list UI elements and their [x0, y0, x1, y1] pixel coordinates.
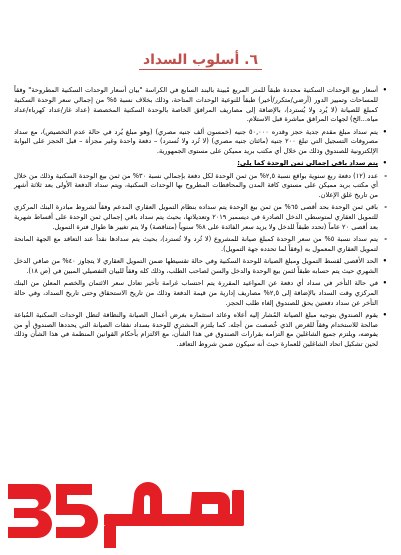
- paragraph: [14, 86, 387, 125]
- watermark-logo: [4, 470, 254, 555]
- paragraph-text: باقي ثمن الوحدة بحد أقصى ٦٥% من ثمن بيع الوحدة يتم سداده بنظام التمويل العقاري المدعم وفقاً لشروط مبادرة البنك المركزي للتمويل العقاري لمتوسطي الدخل الصادرة في ديسمبر ٢٠١٩ وتعديلاتها، بحيث يتم سداد باقي إجمالي ثمن الوحدة على أقساط شهرية بعد أقصى ٢٠ عاماً (تحدد طبقاً للدخل ولا يزيد سعر الفائدة على ٨% سنوياً (متناقصة) ولا يتم تغيير ها طوال فترة التمويل.: [14, 203, 379, 231]
- bullet-marker: •: [382, 310, 387, 319]
- document-body: [14, 86, 387, 352]
- paragraph: [14, 128, 387, 157]
- section-heading-text: ٦. أسلوب السداد: [139, 52, 262, 70]
- paragraph: [14, 159, 387, 169]
- paragraph-text: في حالة التأخر في سداد أي دفعة عن المواعيد المقررة يتم احتساب غرامة تأخير تعادل سعر الائتمان والخصم المعلن من البنك المركزي وقت السداد بالإضافة إلى ٢,٥% مصاريف إدارية من قيمة الدفعة وذلك من تاريخ الاستحقاق وحتى تاريخ السداد، وفي حالة التأخر عن سداد دفعتين يحق للصندوق إلغاء طلب الحجز.: [14, 279, 378, 307]
- section-heading: [0, 52, 401, 70]
- paragraph-subtitle: يتم سداد باقي إجمالي ثمن الوحدة كما يلي:: [237, 159, 378, 168]
- paragraph-text: الحد الأقصى لقسط التمويل ومبلغ الصيانة للوحدة السكنية وفي حالة تقسيطها ضمن التمويل العقاري لا يتجاوز ٤٠% من صافي الدخل الشهري حيث يتم حسابه طبقاً لثمن بيع الوحدة والدخل والسن لصاحب الطلب، وذلك كله وفقاً للبيان التفصيلي المبين في (ص ١٨).: [14, 257, 378, 275]
- paragraph: [14, 203, 387, 232]
- paragraph-text: يتم سداد نسبة ٥% من سعر الوحدة كمبلغ صيانة للمشروع (لا تُرد ولا تُسترد)، بحيث يتم سدادها نقداً عند التعاقد مع الجهة المانحة لتمويل العقاري المعمول به (وفقاً لما تحدده جهة التمويل).: [14, 235, 378, 253]
- bullet-marker: •: [382, 159, 387, 168]
- bullet-marker: -: [384, 203, 387, 212]
- bullet-marker: -: [384, 235, 387, 243]
- paragraph: [14, 257, 387, 277]
- paragraph: [14, 172, 387, 201]
- paragraph-text: أسعار بيع الوحدات السكنية محددة طبقاً للمتر المربع مُبينة بالبند السابع في الكراسة "بيان أسعار الوحدات السكنية المطروحة" وفقاً للمساحات وتمييز الدور (أرضي/متكرر/أخير) طبقاً للنوعية الوحدات المتاحة، وذلك بخلاف نسبة ٥% من إجمالي سعر الوحدة السكنية كمبلغ للصيانة (لا يُرد ولا يُسترد)، بالإضافة إلى مصاريف المرافق الخاصة بالوحدة السكنية المخصصة (عداد غاز/عداد كهرباء/عداد مياه...الخ) لجهات المرافق مباشرة قبل الاستلام.: [14, 86, 379, 124]
- bullet-marker: -: [384, 171, 387, 180]
- bullet-marker: •: [382, 86, 387, 94]
- paragraph-text: يتم سداد مبلغ مقدم جدية حجز وقدره ٥٠,٠٠٠ جنيه (خمسون ألف جنيه مصري) (وهو مبلغ يُرد في حالة عدم التخصيص)، مع سداد مصروفات التسجيل التي تبلغ ٢٠٠ جنيه (مائتان جنيه مصري) (لا تُرد ولا تُسترد) – دفعة واحدة وغير مجزأة – قبل الحجز على البوابة الإلكترونية للصندوق وذلك من خلال أي مكتب بريد مميكن على مستوى الجمهورية.: [14, 127, 379, 155]
- paragraph-text: يقوم الصندوق بتوجيه مبلغ الصيانة المُشار إليه أعلاه وعائد استثماره بغرض أعمال الصيانة والنظافة لتظل الوحدات السكنية المُباعة صالحة للاستخدام وفقاً للغرض الذي خُصصت من أجله. كما يلتزم المشتري للوحدة بسداد نفقات الصيانة التي يحددها الصندوق أو من يفوضه، ويلتزم جميع الشاغلين مع التزامه بقرارات الصندوق في هذا الشأن، مع الالتزام بأحكام القوانين المنظمة في هذا الشأن وذلك لحين تشكيل اتحاد الشاغلين للعمارة حيث أنه سيكون ضمن شروط التعاقد.: [14, 310, 378, 348]
- bullet-marker: •: [382, 257, 387, 265]
- bullet-marker: •: [382, 127, 387, 136]
- masr35-logo: [4, 470, 254, 555]
- paragraph-text: عدد (١٢) دفعة ربع سنوية بواقع نسبة ٢,٥% من ثمن الوحدة لكل دفعة بإجمالي نسبة ٣٠% من ثمن بيع الوحدة السكنية وذلك من خلال أي مكتب بريد مميكن على مستوى كافة المدن والمحافظات المطروح بها الوحدات السكنية، ويتم سداد الدفعة الأولى بعد ثلاثة أشهر من تاريخ غلق الإعلان.: [14, 171, 379, 199]
- paragraph: [14, 311, 387, 350]
- paragraph: [14, 279, 387, 308]
- bullet-marker: •: [382, 279, 387, 287]
- paragraph: [14, 235, 387, 255]
